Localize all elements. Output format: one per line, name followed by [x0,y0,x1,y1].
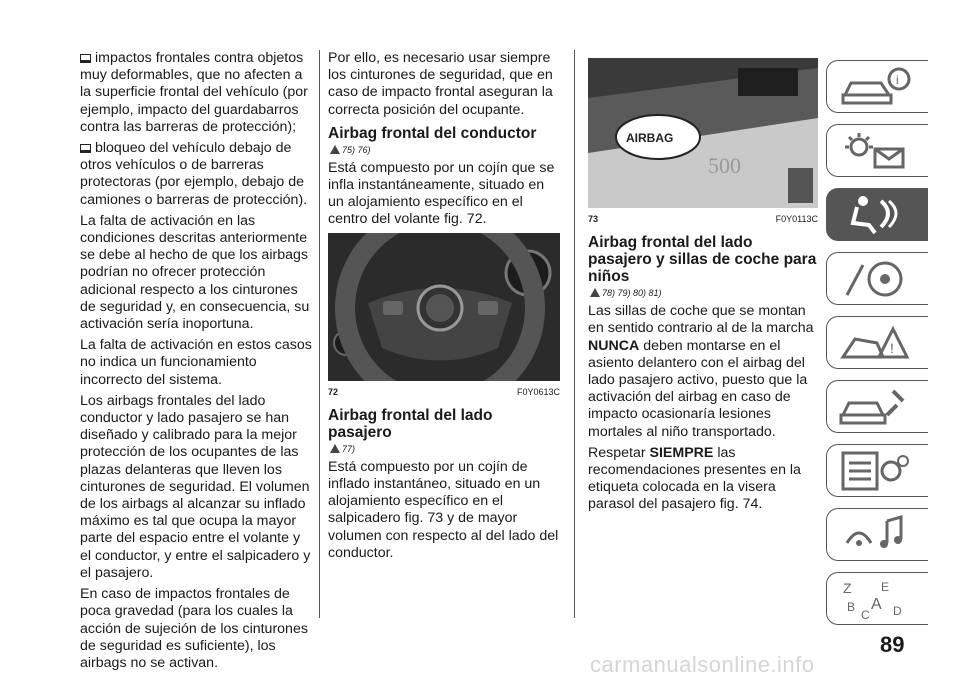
svg-text:!: ! [890,340,894,356]
bullet-icon [80,144,91,153]
tab-safety[interactable] [826,188,928,241]
tab-vehicle-knowledge[interactable] [826,60,928,113]
bullet-icon [80,54,91,63]
column-1 [80,50,312,676]
svg-text:500: 500 [708,153,741,178]
paragraph: La falta de activación en estos casos no indica un funcionamiento incorrecto del sistema. [80,337,312,388]
tab-dashboard[interactable] [826,124,928,177]
steering-wheel-illustration [328,233,560,381]
column-3 [588,58,818,518]
svg-text:C: C [861,608,870,621]
warning-reference: 77) [330,443,560,455]
figure-73-passenger-airbag [588,58,818,208]
figure-caption: 73 F0Y0113C [588,214,818,224]
paragraph: Por ello, es necesario usar siempre los cinturones de seguridad, que en caso de impacto frontal aseguran la correcta posición del ocupante. [328,50,553,118]
tab-emergency[interactable] [826,316,928,369]
page-number: 89 [880,632,905,657]
warning-icon [330,145,340,154]
emphasis-nunca: NUNCA [588,337,640,354]
svg-text:D: D [893,604,902,618]
warning-icon [330,444,340,453]
bullet-item: bloqueo del vehículo debajo de otros vehículos o de barreras protectoras (por ejemplo, debajo de camiones o barreras de protección). [80,140,308,208]
warning-icon [590,288,600,297]
warning-reference: 78) 79) 80) 81) [590,287,818,299]
paragraph: En caso de impactos frontales de poca gravedad (para los cuales la acción de sujeción de los cinturones de seguridad es suficiente), los airbags no se activan. [80,586,308,671]
paragraph: Las sillas de coche que se montan en sentido contrario al de la marcha NUNCA deben montarse en el asiento delantero con el airbag del lado pasajero activo, puesto que la activación del airbag en caso de impacto ocasionaría lesiones mortales al niño transportado. [588,303,814,440]
svg-text:Z: Z [843,580,852,596]
paragraph: Respetar SIEMPRE las recomendaciones presentes en la etiqueta colocada en la visera parasol del pasajero fig. 74. [588,444,801,513]
dashboard-illustration [588,58,818,208]
tab-technical-data[interactable] [826,444,928,497]
multimedia-icon [837,513,917,557]
tab-maintenance[interactable] [826,380,928,433]
column-divider [574,50,575,618]
svg-text:i: i [896,73,899,87]
section-heading: Airbag frontal del conductor [328,124,537,142]
car-warning-icon [837,321,917,365]
svg-text:B: B [847,600,856,614]
tab-index[interactable] [826,572,928,625]
svg-text:E: E [881,580,890,594]
svg-text:A: A [871,596,882,613]
section-heading: Airbag frontal del lado pasajero [328,406,493,441]
figure-72-steering-wheel [328,233,560,381]
column-2 [328,50,560,566]
steering-wheel-icon [837,257,917,301]
emphasis-siempre: SIEMPRE [649,444,714,461]
paragraph: Los airbags frontales del lado conductor y lado pasajero se han diseñado y calibrado para la mejor protección de los ocupantes de las plazas delanteras que lleven los cinturones de seguridad. El volumen de los airbags al alcanzar su inflado máximo es tal que ocupa la mayor parte del espacio entre el volante y el conductor, y entre el salpicadero y el pasajero. [80,392,311,581]
tab-multimedia[interactable] [826,508,928,561]
paragraph: Está compuesto por un cojín que se infla instantáneamente, situado en un alojamiento específico en el centro del volante fig. 72. [328,159,555,228]
technical-data-icon [837,449,917,493]
car-service-icon [837,385,917,429]
tab-starting-driving[interactable] [826,252,928,305]
section-heading: Airbag frontal del lado pasajero y sillas de coche para niños [588,234,817,286]
dashboard-lights-icon [837,129,917,173]
paragraph: Está compuesto por un cojín de inflado instantáneo, situado en un alojamiento específico en el salpicadero fig. 73 y de mayor volumen con respecto al del lado del conductor. [328,458,559,561]
seat-airbag-icon [837,193,917,237]
bullet-item: impactos frontales contra objetos muy deformables, que no afecten a la superficie frontal del vehículo (por ejemplo, impacto del guardabarros contra las barreras de protección); [80,50,308,135]
airbag-label: AIRBAG [626,131,674,145]
column-divider [319,50,320,618]
paragraph: La falta de activación en las condiciones descritas anteriormente se debe al hecho de que los airbags podrían no ofrecer protección adicional respecto a los cinturones de seguridad y, en consecuencia, su activación sería inoportuna. [80,212,310,333]
figure-caption: 72 F0Y0613C [328,386,560,397]
alphabetical-index-icon [837,577,917,621]
car-info-icon [837,65,917,109]
warning-reference: 75) 76) [330,144,560,156]
watermark: carmanualsonline.info [590,652,815,677]
